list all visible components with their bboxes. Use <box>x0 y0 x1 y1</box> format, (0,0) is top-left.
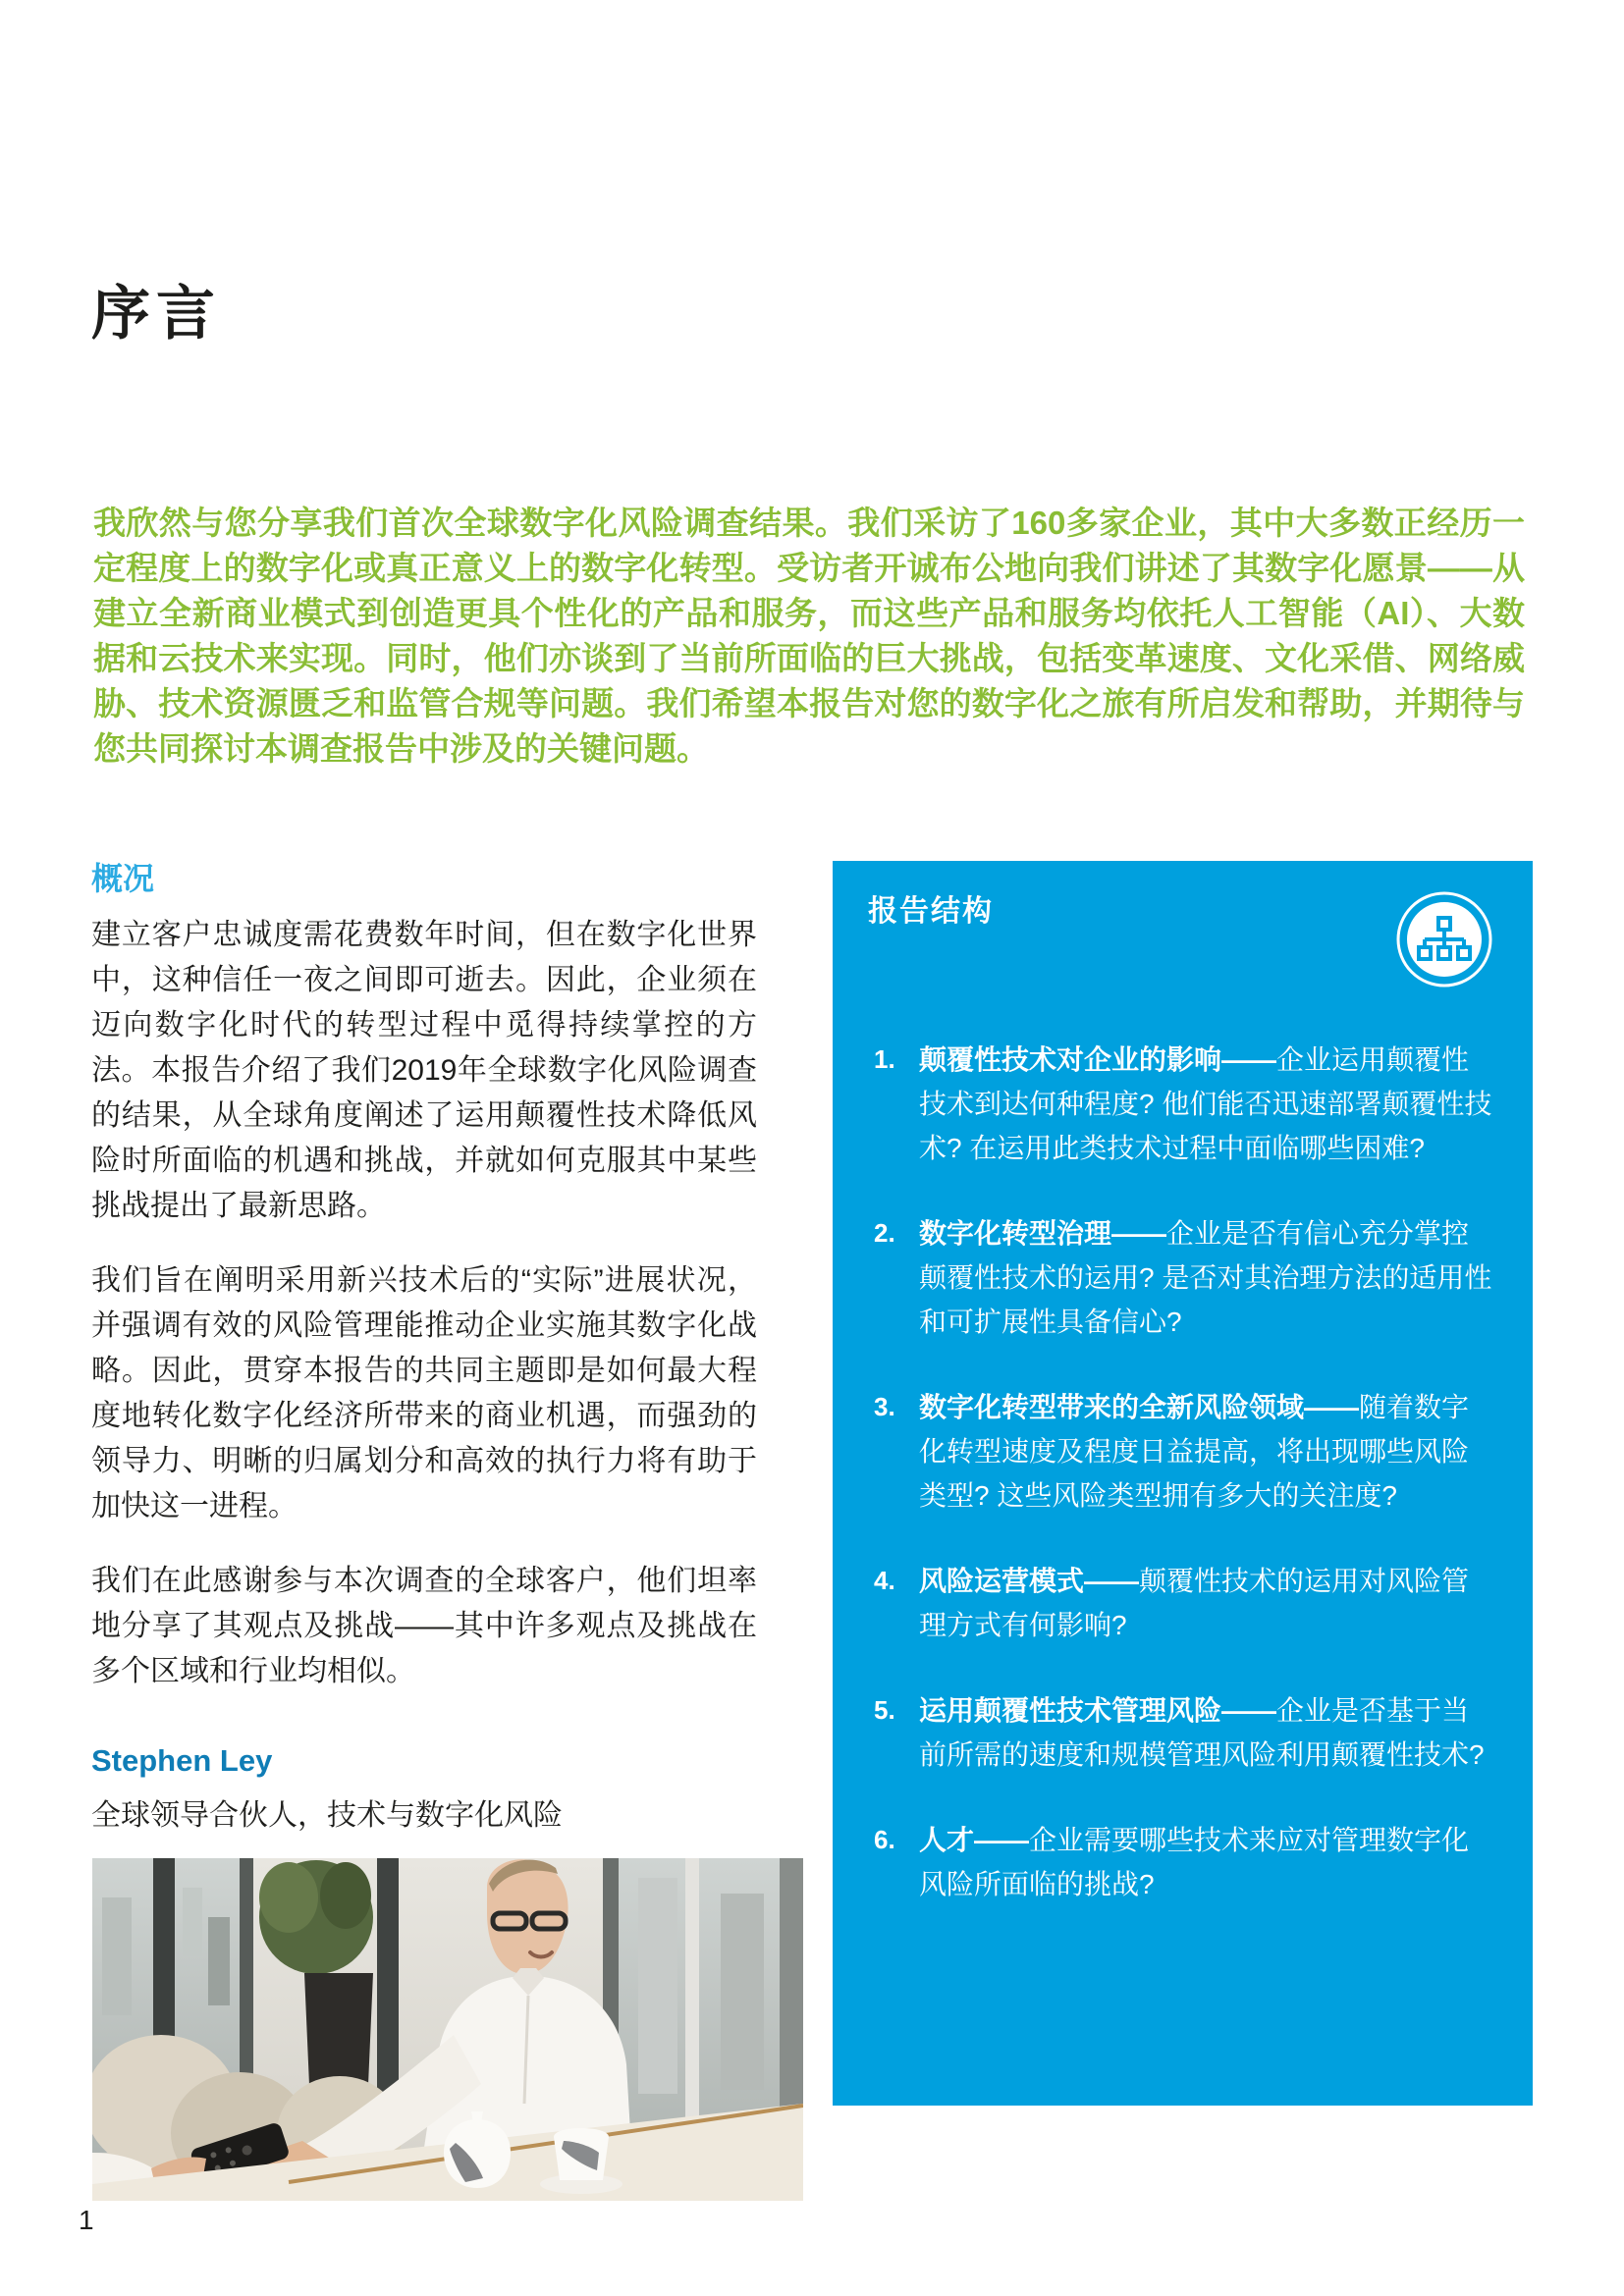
list-item <box>868 1688 1495 1777</box>
report-structure-heading: 报告结构 <box>868 895 994 928</box>
item-title: 数字化转型带来的全新风险领域—— <box>919 1392 1360 1422</box>
list-item <box>868 1211 1495 1344</box>
list-item <box>868 1385 1495 1518</box>
item-body: 颠覆性技术的运用对风险管理方式有何影响? <box>919 1566 1470 1640</box>
left-column <box>91 854 757 1834</box>
overview-paragraph-2: 我们旨在阐明采用新兴技术后的“实际”进展状况，并强调有效的风险管理能推动企业实施其数字化战略。因此，贯穿本报告的共同主题即是如何最大程度地转化数字化经济所带来的商业机遇，而强劲的领导力、明晰的归属划分和高效的执行力将有助于加快这一进程。 <box>91 1264 757 1522</box>
list-item <box>868 1818 1495 1906</box>
item-number: 6. <box>874 1825 895 1854</box>
page-title: 序言 <box>91 281 221 347</box>
item-number: 1. <box>874 1044 895 1074</box>
list-item <box>868 1038 1495 1170</box>
report-structure-list <box>868 1038 1495 1906</box>
item-number: 2. <box>874 1218 895 1248</box>
item-number: 4. <box>874 1566 895 1595</box>
item-title: 人才—— <box>919 1825 1030 1855</box>
overview-paragraph-3: 我们在此感谢参与本次调查的全球客户，他们坦率地分享了其观点及挑战——其中许多观点及挑战在多个区域和行业均相似。 <box>91 1565 757 1687</box>
item-title: 运用颠覆性技术管理风险—— <box>919 1695 1277 1726</box>
item-body: 企业是否有信心充分掌控颠覆性技术的运用? 是否对其治理方法的适用性和可扩展性具备信心? <box>919 1218 1492 1337</box>
sitemap-icon <box>1395 890 1493 988</box>
item-number: 3. <box>874 1392 895 1421</box>
signature-block <box>91 1743 757 1834</box>
office-photo <box>92 1858 803 2201</box>
item-title: 颠覆性技术对企业的影响—— <box>919 1044 1277 1075</box>
report-structure-header <box>868 886 1495 994</box>
intro-paragraph: 我欣然与您分享我们首次全球数字化风险调查结果。我们采访了160多家企业，其中大多数正经历一定程度上的数字化或真正意义上的数字化转型。受访者开诚布公地向我们讲述了其数字化愿景——从建立全新商业模式到创造更具个性化的产品和服务，而这些产品和服务均依托人工智能（AI）、大数据和云技术来实现。同时，他们亦谈到了当前所面临的巨大挑战，包括变革速度、文化采借、网络威胁、技术资源匮乏和监管合规等问题。我们希望本报告对您的数字化之旅有所启发和帮助，并期待与您共同探讨本调查报告中涉及的关键问题。 <box>93 505 1525 767</box>
item-body: 企业是否基于当前所需的速度和规模管理风险利用颠覆性技术? <box>919 1695 1485 1770</box>
list-item <box>868 1559 1495 1647</box>
item-body: 企业运用颠覆性技术到达何种程度? 他们能否迅速部署颠覆性技术? 在运用此类技术过程中面临哪些困难? <box>919 1044 1492 1163</box>
page-number: 1 <box>79 2205 94 2235</box>
signature-name: Stephen Ley <box>91 1743 273 1778</box>
item-title: 风险运营模式—— <box>919 1566 1140 1596</box>
signature-role: 全球领导合伙人，技术与数字化风险 <box>91 1799 563 1832</box>
overview-paragraph-1: 建立客户忠诚度需花费数年时间，但在数字化世界中，这种信任一夜之间即可逝去。因此，企业须在迈向数字化时代的转型过程中觅得持续掌控的方法。本报告介绍了我们2019年全球数字化风险调查的结果，从全球角度阐述了运用颠覆性技术降低风险时所面临的机遇和挑战，并就如何克服其中某些挑战提出了最新思路。 <box>91 919 757 1222</box>
item-title: 数字化转型治理—— <box>919 1218 1167 1249</box>
item-body: 企业需要哪些技术来应对管理数字化风险所面临的挑战? <box>919 1825 1470 1899</box>
overview-heading: 概况 <box>91 861 155 896</box>
report-structure-panel <box>833 861 1533 2106</box>
item-body: 随着数字化转型速度及程度日益提高，将出现哪些风险类型? 这些风险类型拥有多大的关注度? <box>919 1392 1470 1511</box>
item-number: 5. <box>874 1695 895 1725</box>
